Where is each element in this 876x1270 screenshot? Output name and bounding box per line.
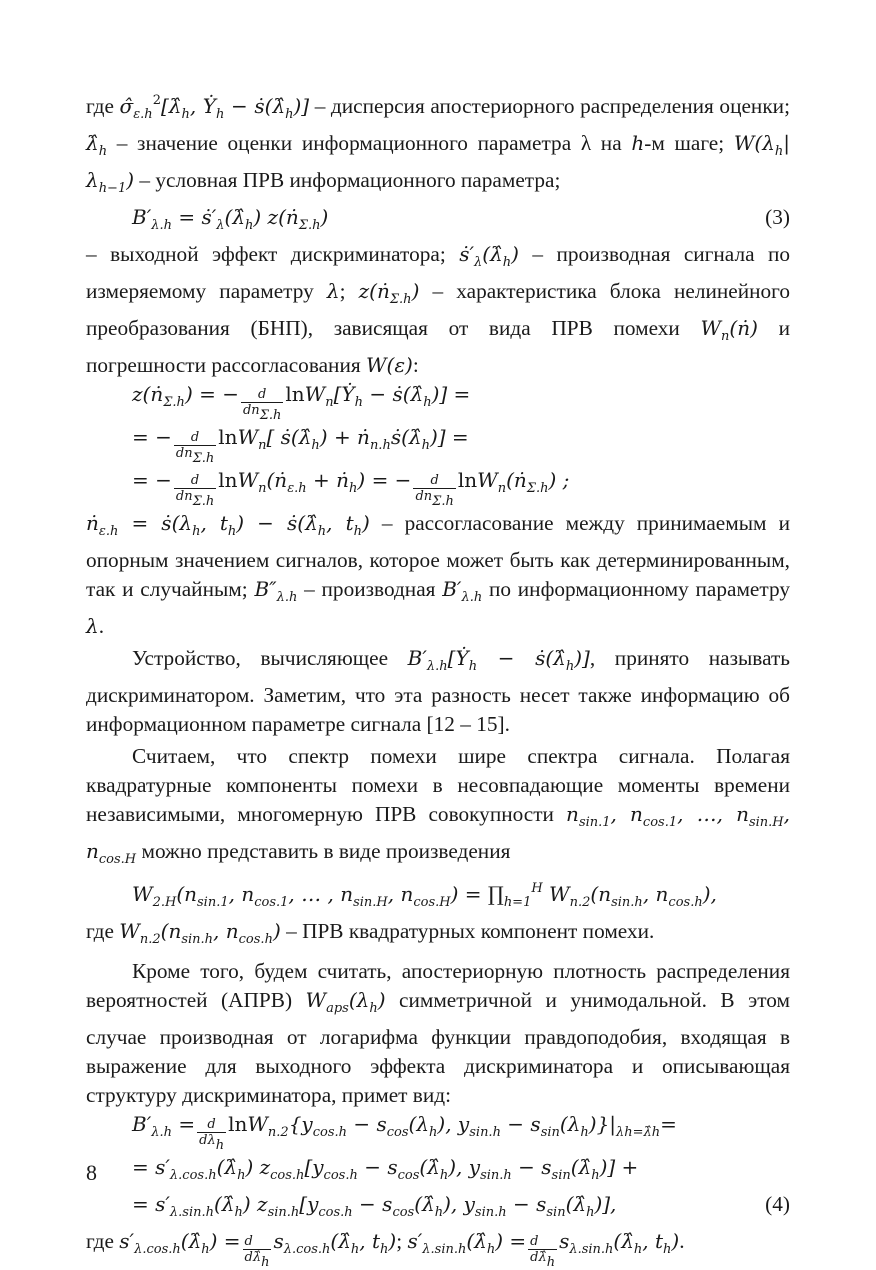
math-inline: $s'_{\lambda.sin.h}(\lambdâ_h)$ = $\frac{d}{d\lambdâh}$ $s_{\lambda.sin.h}(\lambdâ_h$, $t_h$) bbox=[407, 1229, 680, 1270]
text: . bbox=[98, 614, 105, 638]
text: . bbox=[679, 1229, 685, 1253]
math-inline: $\sigmâ_{\varepsilon.h}^2[\lambdâ_h$, Ẏ$_h$ − $ṡ(\lambdâ_h)$] bbox=[119, 93, 310, 122]
paragraph-dispersion bbox=[86, 86, 790, 203]
text: – производная bbox=[297, 577, 443, 601]
text: ; bbox=[339, 279, 359, 303]
math-inline: $W_n(ṅ)$ bbox=[700, 316, 758, 344]
paragraph-derivatives bbox=[86, 1227, 790, 1270]
math-inline: h bbox=[631, 131, 645, 155]
text: симметричной и унимодальной. В этом случае производная от логарифма функции правдоподобия, входящая в выражение для выходного эффекта дискриминатора и описывающая структуру дискриминатора, примет вид: bbox=[86, 988, 790, 1107]
text: – выходной эффект дискриминатора; bbox=[86, 242, 460, 266]
equation-product: $W_{2.H}(n_{sin.1}$, $n_{cos.1}$, … , $n_{sin.H}$, $n_{cos.H}$) = $\prod_{h=1}^H$ $W_{n.2}(n_{sin.h}$, $n_{cos.h}$), bbox=[132, 881, 717, 910]
math-inline: $W_{aps}(\lambda_h)$ bbox=[305, 988, 386, 1016]
text: – условная ПРВ информационного параметра; bbox=[134, 168, 561, 192]
math-inline: $ṡ'_\lambda(\lambdâ_h)$ bbox=[459, 242, 519, 270]
text: Кроме того, будем считать, апостериорную плотность распределения вероятностей (АПРВ) bbox=[86, 959, 790, 1012]
equation-3 bbox=[86, 203, 790, 240]
paragraph-discriminator-effect bbox=[86, 240, 790, 380]
paragraph-spectrum bbox=[86, 742, 790, 874]
text: Устройство, вычисляющее bbox=[132, 646, 408, 670]
equation-4-line-2: = $s'_{\lambda.cos.h}(\lambdâ_h) z_{cos.h}[y_{cos.h}$ − $s_{cos}(\lambdâ_h)$, $y_{sin.h}$ − $s_{sin}(\lambdâ_h)$] + bbox=[132, 1155, 639, 1183]
math-inline: $\lambdâ_h$ bbox=[86, 131, 108, 159]
equation-z-line-2: = − $\frac{d}{\text{dnΣ.h}}$ lnW$_n$[ $ṡ(\lambdâ_h)$ + $ṅ_{n.h}ṡ(\lambdâ_h)$] = bbox=[132, 425, 469, 466]
text: можно представить в виде произведения bbox=[136, 839, 511, 863]
paragraph-mismatch bbox=[86, 509, 790, 641]
paragraph-aprv bbox=[86, 957, 790, 1110]
equation-4-number: (4) bbox=[765, 1192, 790, 1216]
equation-z-line-3: = − $\frac{d}{\text{dnΣ.h}}$ lnW$_n$(ṅ$_{\varepsilon.h}$ + ṅ$_h$) = − $\frac{d}{\text{dnΣ.h}}$ lnW$_n$(ṅ$_{\Sigma.h}$) ; bbox=[132, 468, 570, 509]
math-inline: $B''_{\lambda.h}$ bbox=[254, 577, 298, 605]
math-inline: λ bbox=[86, 614, 99, 638]
text: , принято называть дискриминатором. Заметим, что эта разность несет также информацию об информационном параметре сигнала [12 – 15]. bbox=[86, 646, 790, 736]
math-inline: $n_{sin.1}$, $n_{cos.1}$, …, $n_{sin.H}$, $n_{cos.H}$ bbox=[86, 802, 790, 867]
paragraph-quadrature bbox=[86, 917, 790, 954]
text: где bbox=[86, 1229, 120, 1253]
equation-4-line-3: = $s'_{\lambda.sin.h}(\lambdâ_h) z_{sin.h}[y_{cos.h}$ − $s_{cos}(\lambdâ_h)$, $y_{sin.h}$ − $s_{sin}(\lambdâ_h)$], (4) bbox=[132, 1192, 790, 1220]
equation-4-line-1: $B'_{\lambda.h}$ = $\frac{d}{\text{dλh}}$ $\ln W_{n.2}\{y_{cos.h} - s_{cos}(\lambda_h)$, $y_{sin.h} - s_{sin}(\lambda_h)\}|_{\lambda h=\lambdâh}=$ bbox=[132, 1112, 677, 1153]
text: : bbox=[412, 353, 419, 377]
page-number: 8 bbox=[86, 1160, 97, 1185]
text: где bbox=[86, 94, 120, 118]
text: – дисперсия апостериорного распределения оценки; bbox=[309, 94, 790, 118]
text: – производная сигнала по измеряемому параметру bbox=[86, 242, 791, 303]
text: по информационному параметру bbox=[482, 577, 790, 601]
text: Считаем, что спектр помехи шире спектра сигнала. Полагая квадратурные компоненты помехи в несовпадающие моменты времени независимыми, многомерную ПРВ совокупности bbox=[86, 744, 790, 826]
math-inline: $W(\lambda_h|\lambda_{h-1})$ bbox=[86, 131, 790, 196]
math-inline: ṅ$_{\varepsilon.h}$ = $ṡ(\lambda_h$, $t_h$) − $ṡ(\lambdâ_h$, $t_h$) bbox=[86, 511, 370, 539]
equation-3-number: (3) bbox=[765, 205, 790, 229]
text: и погрешности рассогласования bbox=[86, 316, 790, 377]
math-inline: z(ṅ$_{\Sigma.h}$) bbox=[358, 279, 420, 307]
math-inline: λ bbox=[326, 279, 340, 303]
text: – значение оценки информационного параметра λ на bbox=[107, 131, 632, 155]
text: – ПРВ квадратурных компонент помехи. bbox=[280, 919, 655, 943]
math-inline: $B'_{\lambda.h}$ bbox=[442, 577, 483, 605]
text: -м шаге; bbox=[644, 131, 734, 155]
math-inline: $s'_{\lambda.cos.h}(\lambdâ_h)$ = $\frac{d}{d\lambdâh}$ $s_{\lambda.cos.h}(\lambdâ_h$, $t_h$) bbox=[119, 1229, 397, 1270]
math-inline: $W_{n.2}(n_{sin.h}$, $n_{cos.h}$) bbox=[119, 919, 281, 947]
text: – рассогласование между принимаемым и опорным значением сигналов, которое может быть как детерминированным, так и случайным; bbox=[86, 511, 790, 601]
text: ; bbox=[396, 1229, 408, 1253]
math-inline: $B'_{\lambda.h}[Ẏ_h$ − $ṡ(\lambdâ_h)$] bbox=[407, 646, 590, 674]
equation-z-line-1: z(ṅ$_{\Sigma.h}$) = − $\frac{d}{\text{dnΣ.h}}$ lnW$_n$[Ẏ$_h$ − $ṡ(\lambdâ_h)$] = bbox=[132, 382, 471, 423]
text: – характеристика блока нелинейного преобразования (БНП), зависящая от вида ПРВ помехи bbox=[86, 279, 791, 340]
paragraph-device bbox=[86, 644, 790, 739]
math-inline: W(ε) bbox=[365, 353, 413, 377]
text: где bbox=[86, 919, 120, 943]
equation-3-formula: $B'_{\lambda.h}$ = $ṡ'_\lambda(\lambdâ_h)$ z(ṅ$_{\Sigma.h}$) bbox=[132, 205, 329, 233]
